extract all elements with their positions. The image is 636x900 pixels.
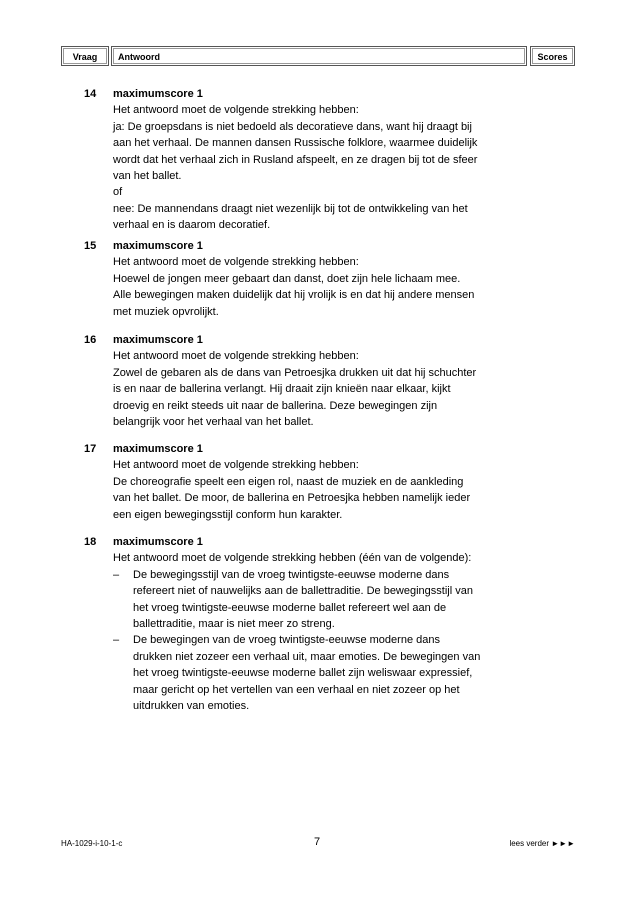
answer-line: droevig en reikt steeds uit naar de ballerina. Deze bewegingen zijn [113,399,438,412]
answer-line: refereert niet of nauwelijks aan de ballettraditie. De bewegingsstijl van [133,585,473,598]
answer-line: verhaal en is daarom decoratief. [113,219,271,232]
question-14 [84,86,544,234]
header-vraag: Vraag [61,46,109,66]
question-title: maximumscore 1 [113,443,203,455]
document-code: HA-1029-i-10-1-c [61,839,123,848]
answer-line: Alle bewegingen maken duidelijk dat hij vrolijk is en dat hij andere mensen [113,289,475,302]
answer-line: Het antwoord moet de volgende strekking hebben: [113,350,359,363]
answer-line: ja: De groepsdans is niet bedoeld als decoratieve dans, want hij draagt bij [113,120,472,133]
answer-line: drukken niet zozeer een verhaal uit, maar emoties. De bewegingen van [133,650,481,663]
answer-line: De bewegingen van de vroeg twintigste-eeuwse moderne dans [133,634,440,647]
answer-line: maar gericht op het vertellen van een verhaal en niet zozeer op het [133,683,460,696]
answer-bullet [113,567,544,633]
answer-bullet [113,632,544,714]
answer-line: van het ballet. De moor, de ballerina en Petroesjka hebben namelijk ieder [113,492,471,505]
bullet-dash: – [113,568,120,581]
question-number: 15 [84,240,97,252]
answer-line: met muziek opvrolijkt. [113,305,219,318]
header-scores: Scores [530,46,575,66]
answer-line: Het antwoord moet de volgende strekking hebben: [113,256,359,269]
question-number: 18 [84,536,97,548]
page-number: 7 [314,836,321,848]
bullet-dash: – [113,634,120,647]
answer-line: Het antwoord moet de volgende strekking hebben: [113,459,359,472]
question-title: maximumscore 1 [113,536,203,548]
question-number: 16 [84,334,97,346]
answer-intro: Het antwoord moet de volgende strekking hebben (één van de volgende): [113,552,472,565]
answer-line: van het ballet. [113,170,182,183]
question-15 [84,238,544,320]
answer-line: Hoewel de jongen meer gebaart dan danst, doet zijn hele lichaam mee. [113,272,461,285]
question-16 [84,332,544,430]
continue-label: lees verder ►►► [509,839,575,848]
answer-line: wordt dat het verhaal zich in Rusland afspeelt, en ze dragen bij tot de sfeer [113,153,478,166]
question-number: 14 [84,88,97,100]
answer-line: belangrijk voor het verhaal van het ballet. [113,416,314,429]
answer-line: De bewegingsstijl van de vroeg twintigste-eeuwse moderne dans [133,568,450,581]
answer-line: Het antwoord moet de volgende strekking hebben: [113,104,359,117]
answer-line: uitdrukken van emoties. [133,700,250,713]
question-title: maximumscore 1 [113,240,203,252]
question-title: maximumscore 1 [113,334,203,346]
question-17 [84,441,544,523]
answer-line: of [113,186,123,199]
answer-line: is en naar de ballerina verlangt. Hij draait zijn knieën naar elkaar, kijkt [113,383,451,396]
answer-line: nee: De mannendans draagt niet wezenlijk bij tot de ontwikkeling van het [113,202,468,215]
question-number: 17 [84,443,97,455]
answer-line: De choreografie speelt een eigen rol, naast de muziek en de aankleding [113,475,464,488]
question-18 [84,534,544,714]
answer-line: het vroeg twintigste-eeuwse moderne ballet refereert wel aan de [133,601,447,614]
answer-line: een eigen bewegingsstijl conform hun karakter. [113,508,343,521]
answer-line: ballettraditie, maar is niet meer zo streng. [133,618,335,631]
question-title: maximumscore 1 [113,88,203,100]
answer-line: Zowel de gebaren als de dans van Petroesjka drukken uit dat hij schuchter [113,366,477,379]
answer-line: het vroeg twintigste-eeuwse moderne ballet zijn weliswaar expressief, [133,667,473,680]
header-antwoord: Antwoord [111,46,527,66]
answer-line: aan het verhaal. De mannen dansen Russische folklore, waarmee duidelijk [113,137,478,150]
